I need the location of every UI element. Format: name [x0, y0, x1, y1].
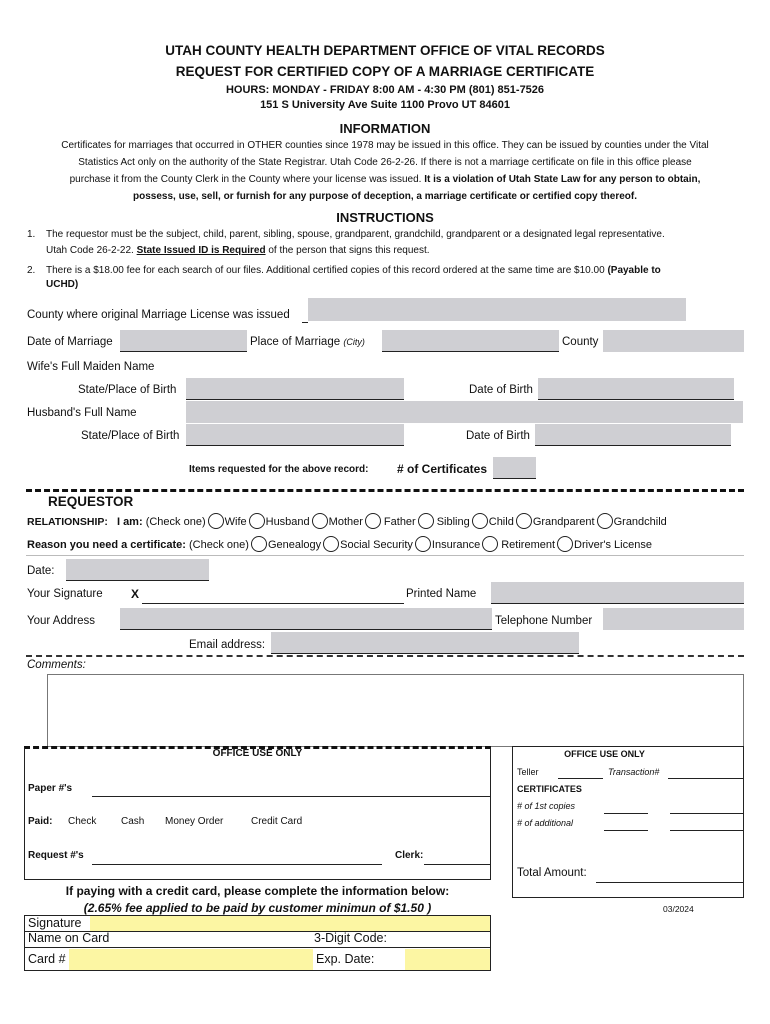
office-address: 151 S University Ave Suite 1100 Provo UT 84601 [260, 99, 510, 111]
place-of-marriage-text: Place of Marriage [250, 336, 341, 348]
husband-dob-field[interactable] [535, 424, 731, 446]
date-of-marriage-label: Date of Marriage [27, 336, 113, 348]
comments-box[interactable] [47, 674, 744, 747]
hours-line: HOURS: MONDAY - FRIDAY 8:00 AM - 4:30 PM (801) 851-7526 [225, 84, 545, 96]
address-label: Your Address [27, 615, 95, 627]
payable-to: (Payable to [607, 265, 661, 276]
radio-grandparent[interactable] [516, 513, 532, 529]
option-grandchild: Grandchild [613, 515, 667, 528]
radio-grandchild[interactable] [597, 513, 613, 529]
paid-label: Paid: [28, 816, 53, 827]
num-certificates-label: # of Certificates [397, 462, 488, 476]
signature-x: X [131, 587, 140, 601]
instruction-2-number: 2. [27, 265, 36, 276]
husband-dob-label: Date of Birth [466, 430, 530, 442]
option-sibling: Sibling [436, 515, 470, 528]
teller-label: Teller [517, 767, 539, 777]
paid-money-order[interactable]: Money Order [165, 816, 224, 827]
wife-dob-field[interactable] [538, 378, 734, 400]
husband-birthplace-label: State/Place of Birth [81, 430, 180, 442]
cc-exp-label: Exp. Date: [316, 952, 375, 966]
place-of-marriage-field[interactable] [382, 330, 559, 352]
wife-birthplace-field[interactable] [186, 378, 404, 400]
office-use-left-heading: OFFICE USE ONLY [212, 748, 303, 759]
request-label: Request #'s [28, 850, 84, 861]
reason-check-one: (Check one) [189, 538, 249, 551]
radio-husband[interactable] [249, 513, 265, 529]
clerk-label: Clerk: [395, 850, 424, 861]
requestor-heading: REQUESTOR [48, 494, 134, 509]
info-line-3-text: purchase it from the County Clerk in the County where your license was issued. [69, 174, 422, 185]
radio-drivers-license[interactable] [557, 536, 573, 552]
office-use-right-heading: OFFICE USE ONLY [564, 749, 645, 759]
email-field[interactable] [271, 632, 579, 654]
option-child: Child [488, 515, 514, 528]
paper-line[interactable] [92, 796, 490, 797]
paid-credit-card[interactable]: Credit Card [251, 816, 303, 827]
radio-genealogy[interactable] [251, 536, 267, 552]
credit-card-instructions: If paying with a credit card, please complete the information below: [65, 884, 450, 898]
radio-father[interactable] [365, 513, 381, 529]
paid-cash[interactable]: Cash [121, 816, 145, 827]
reason-social-security: Social Security [340, 538, 413, 551]
comments-divider [26, 655, 744, 657]
utah-code-ref: Utah Code 26-2-22. [46, 245, 134, 256]
cc-row-divider-2 [24, 947, 491, 948]
request-line[interactable] [92, 864, 382, 865]
info-line-2: Statistics Act only on the authority of the State Registrar. Utah Code 26-2-26. If there is not a marriage certificate on file in this office please [78, 157, 692, 168]
teller-line[interactable] [558, 778, 603, 779]
payable-to-uchd: UCHD) [46, 279, 79, 290]
option-grandparent: Grandparent [532, 515, 595, 528]
reason-row [27, 536, 652, 554]
option-husband: Husband [265, 515, 310, 528]
reason-drivers-license: Driver's License [574, 538, 652, 551]
form-version: 03/2024 [663, 904, 694, 914]
county-license-field[interactable] [308, 298, 686, 321]
radio-insurance[interactable] [415, 536, 431, 552]
date-of-marriage-field[interactable] [120, 330, 247, 352]
additional-label: # of additional [517, 818, 574, 828]
fee-text: There is a $18.00 fee for each search of our files. Additional certified copies of this record ordered at the same time are $10.00 [46, 265, 605, 276]
transaction-label: Transaction# [608, 767, 660, 777]
instruction-2-line-1 [46, 265, 661, 276]
transaction-line[interactable] [668, 778, 744, 779]
county-field[interactable] [603, 330, 744, 352]
info-warning-2: possess, use, sell, or furnish for any purpose of deception, a marriage certificate or certified copy thereof. [132, 191, 638, 202]
reason-retirement: Retirement [501, 538, 556, 551]
cc-card-number-field[interactable] [69, 949, 313, 970]
cc-exp-field[interactable] [405, 949, 490, 970]
telephone-label: Telephone Number [495, 615, 593, 627]
clerk-line[interactable] [424, 864, 490, 865]
instructions-heading: INSTRUCTIONS [336, 210, 434, 225]
husband-name-field[interactable] [186, 401, 743, 423]
cc-signature-field[interactable] [90, 916, 490, 932]
county-label: County [562, 336, 599, 348]
cc-name-label: Name on Card [28, 931, 110, 945]
additional-count[interactable] [604, 830, 648, 831]
relationship-row [27, 513, 667, 531]
reason-genealogy: Genealogy [267, 538, 322, 551]
wife-dob-label: Date of Birth [469, 384, 533, 396]
telephone-field[interactable] [603, 608, 744, 630]
instruction-1-line-2 [46, 245, 430, 256]
date-field[interactable] [66, 559, 209, 581]
first-copies-label: # of 1st copies [517, 801, 576, 811]
instruction-1-line-1: The requestor must be the subject, child, parent, sibling, spouse, grandparent, grandchild, grandparent or a designated legal representative. [46, 229, 665, 240]
reason-insurance: Insurance [431, 538, 481, 551]
id-required-note: State Issued ID is Required [136, 245, 266, 256]
cc-card-number-label: Card # [28, 952, 66, 966]
relationship-check-one: (Check one) [145, 515, 206, 528]
wife-birthplace-label: State/Place of Birth [78, 384, 177, 396]
county-license-leader [302, 322, 308, 323]
cc-signature-label: Signature [28, 916, 82, 930]
place-of-marriage-label [250, 336, 365, 348]
comments-label: Comments: [27, 659, 86, 671]
signature-label: Your Signature [27, 588, 103, 600]
printed-name-label: Printed Name [406, 588, 477, 600]
credit-card-fee-note: (2.65% fee applied to be paid by customer minimun of $1.50 ) [83, 901, 432, 915]
signature-line[interactable] [142, 603, 404, 604]
county-license-label: County where original Marriage License was issued [27, 309, 290, 321]
reason-label: Reason you need a certificate: [27, 538, 186, 551]
paid-check[interactable]: Check [68, 816, 97, 827]
relationship-label: RELATIONSHIP: [27, 515, 108, 528]
option-wife: Wife [224, 515, 247, 528]
num-certificates-field[interactable] [493, 457, 536, 479]
address-field[interactable] [120, 608, 492, 630]
first-copies-amount[interactable] [670, 813, 744, 814]
id-required-tail: of the person that signs this request. [268, 245, 430, 256]
radio-social-security[interactable] [323, 536, 339, 552]
email-label: Email address: [189, 639, 266, 651]
certificates-label: CERTIFICATES [517, 784, 582, 794]
info-warning-1: It is a violation of Utah State Law for any person to obtain, [424, 174, 701, 185]
form-subtitle: REQUEST FOR CERTIFIED COPY OF A MARRIAGE CERTIFICATE [175, 64, 595, 79]
paper-label: Paper #'s [28, 783, 73, 794]
total-amount-label: Total Amount: [517, 867, 587, 879]
option-mother: Mother [328, 515, 363, 528]
items-requested-label: Items requested for the above record: [189, 464, 369, 475]
form-title: UTAH COUNTY HEALTH DEPARTMENT OFFICE OF VITAL RECORDS [165, 43, 605, 58]
date-label: Date: [27, 565, 55, 577]
section-divider [26, 489, 744, 492]
info-line-1: Certificates for marriages that occurred in OTHER counties since 1978 may be issued in this office. They can be issued by counties under the Vital [61, 140, 709, 151]
husband-birthplace-field[interactable] [186, 424, 404, 446]
printed-name-field[interactable] [491, 582, 744, 604]
wife-name-label: Wife's Full Maiden Name [27, 361, 155, 373]
additional-amount[interactable] [670, 830, 744, 831]
husband-name-label: Husband's Full Name [27, 407, 137, 419]
cc-code-label: 3-Digit Code: [314, 931, 387, 945]
radio-wife[interactable] [208, 513, 224, 529]
first-copies-count[interactable] [604, 813, 648, 814]
radio-sibling[interactable] [418, 513, 434, 529]
instruction-1-number: 1. [27, 229, 36, 240]
radio-retirement[interactable] [482, 536, 498, 552]
option-father: Father [383, 515, 416, 528]
i-am-label: I am: [116, 515, 143, 528]
total-amount-line[interactable] [596, 882, 744, 883]
info-line-3 [0, 174, 770, 185]
reason-divider [26, 555, 744, 556]
city-hint: (City) [343, 337, 365, 347]
radio-mother[interactable] [312, 513, 328, 529]
radio-child[interactable] [472, 513, 488, 529]
information-heading: INFORMATION [339, 121, 431, 136]
